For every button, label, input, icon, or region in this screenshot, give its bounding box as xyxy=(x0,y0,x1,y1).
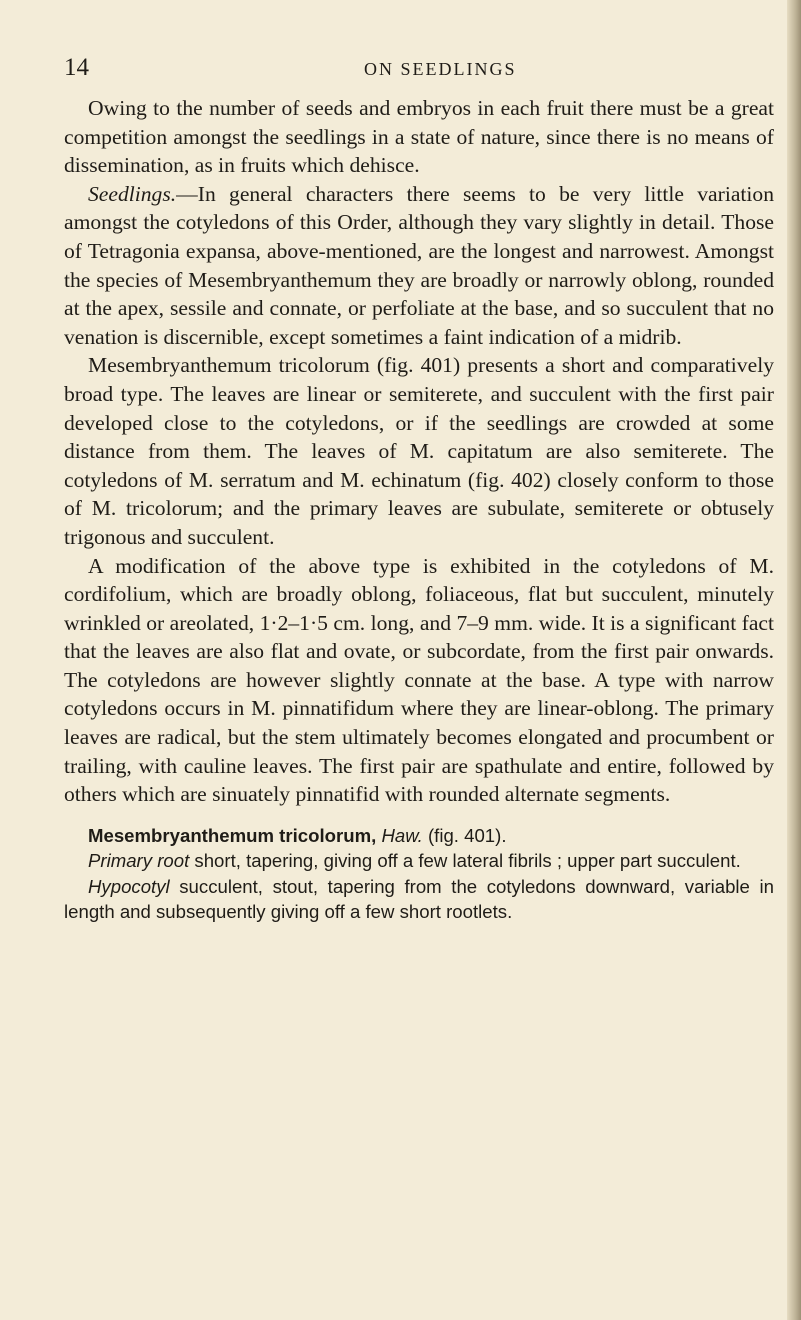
page-edge xyxy=(787,0,801,1320)
note-primary-root: Primary root short, tapering, giving off a few lateral fibrils ; upper part succulent. xyxy=(88,850,741,872)
paragraph-2: Seedlings.—In general characters there seems to be very little variation amongst the cotyledons of this Order, although they vary slightly in detail. Those of Tetragonia expansa, above-mentioned, are the longest and narrowest. Amongst the species of Mesembryanthemum they are broadly or narrowly oblong, rounded at the apex, sessile and connate, or perfoliate at the base, and so succulent that no venation is discernible, except sometimes a faint indication of a midrib. xyxy=(64,181,774,349)
body-text xyxy=(64,94,774,809)
paragraph-3: Mesembryanthemum tricolorum (fig. 401) presents a short and comparatively broad type. The leaves are linear or semiterete, and succulent with the first pair developed close to the cotyledons, or if the seedlings are crowded at some distance from them. The leaves of M. capitatum are also semiterete. The cotyledons of M. serratum and M. echinatum (fig. 402) closely conform to those of M. tricolorum; and the primary leaves are subulate, semiterete or obtusely trigonous and succulent. xyxy=(64,353,774,549)
species-heading: Mesembryanthemum tricolorum, Haw. (fig. 401). xyxy=(88,824,507,846)
running-title: ON SEEDLINGS xyxy=(364,59,517,79)
section-lead: Seedlings. xyxy=(88,181,177,206)
running-head xyxy=(64,54,774,94)
species-notes xyxy=(64,823,774,925)
paragraph-4: A modification of the above type is exhibited in the cotyledons of M. cordifolium, which are broadly oblong, foliaceous, flat but succulent, minutely wrinkled or areolated, 1·2–1·5 cm. long, and 7–9 mm. wide. It is a significant fact that the leaves are also flat and ovate, or subcordate, from the first pair onwards. The cotyledons are however slightly connate at the base. A type with narrow cotyledons occurs in M. pinnatifidum where they are linear-oblong. The primary leaves are radical, but the stem ultimately becomes elongated and procumbent or trailing, with cauline leaves. The first pair are spathulate and entire, followed by others which are sinuately pinnatifid with rounded alternate segments. xyxy=(64,553,774,807)
book-page xyxy=(64,54,774,924)
note-hypocotyl: Hypocotyl succulent, stout, tapering from the cotyledons downward, variable in length and subsequently giving off a few short rootlets. xyxy=(64,875,774,923)
paragraph-1: Owing to the number of seeds and embryos in each fruit there must be a great competition amongst the seedlings in a state of nature, since there is no means of dissemination, as in fruits which dehisce. xyxy=(64,96,774,178)
page-number: 14 xyxy=(64,54,89,81)
